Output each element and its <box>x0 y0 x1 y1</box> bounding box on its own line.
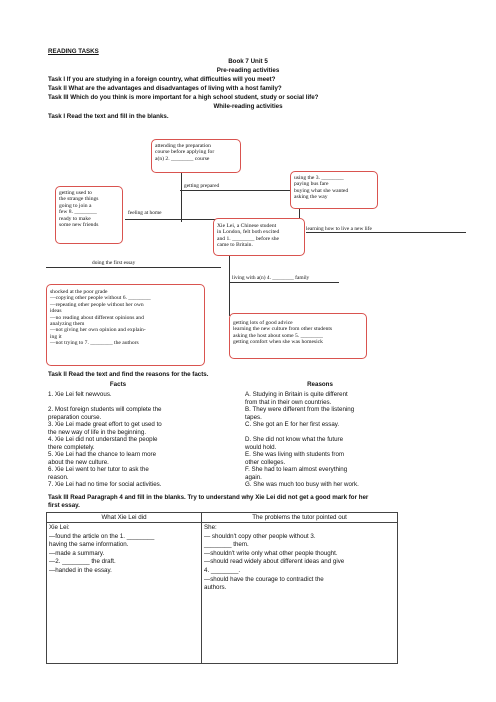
box-first-essay <box>46 284 205 366</box>
line-bottom-vertical <box>229 256 230 316</box>
cell-line: — shouldn't copy other people without 3. <box>204 532 316 540</box>
box-line: buying what she wanted <box>294 187 349 194</box>
box-line: ready to make <box>59 215 91 222</box>
line-top-right <box>180 190 300 191</box>
reason-item <box>245 421 359 436</box>
pre-task-3: Task III Which do you think is more important for a high school student, study or social life? <box>48 94 319 101</box>
col2-header: The problems the tutor pointed out <box>202 513 398 523</box>
fact-line: 4. Xie Lei did not understand the people <box>48 436 158 443</box>
task3-table <box>46 512 398 664</box>
book-title: Book 7 Unit 5 <box>228 58 268 65</box>
fact-line: the new way of life in the beginning. <box>48 428 147 436</box>
box-line: analyzing them <box>50 321 85 328</box>
col2-cell <box>202 523 398 664</box>
reason-item <box>245 406 359 421</box>
box-line: going to join a <box>59 202 92 209</box>
box-line: a(n) 2. ________ course <box>155 155 210 162</box>
pre-task-1: Task I If you are studying in a foreign country, what difficulties will you meet? <box>48 76 276 83</box>
box-line: —no reading about different opinions and <box>50 314 144 321</box>
col1-cell <box>47 523 202 664</box>
reason-item <box>245 436 359 451</box>
fact-line: 1. Xie Lei felt newvous. <box>48 391 112 398</box>
fact-item <box>48 481 162 490</box>
reason-line: again. <box>245 473 262 481</box>
label-feeling-at-home: feeling at home <box>128 210 162 216</box>
box-line: —not trying to 7. ________ the authors <box>50 340 139 347</box>
while-reading-title: While-reading activities <box>213 103 283 110</box>
task1-title: Task I Read the text and fill in the blanks. <box>48 113 169 120</box>
line-bottom-right <box>229 282 339 283</box>
box-line: —copying other people without 6. ________ <box>50 295 151 302</box>
cell-line: —should have the courage to contradict the <box>204 575 324 583</box>
box-preparation-course <box>151 139 241 173</box>
box-line: ideas <box>50 308 62 315</box>
reason-line: C. She got an E for her first essay. <box>245 421 340 428</box>
fact-item <box>48 466 162 481</box>
reason-line: tapes. <box>245 413 262 421</box>
page-heading: READING TASKS <box>48 48 99 55</box>
fact-line: 3. Xie Lei made great effort to get used to <box>48 421 162 428</box>
reason-line: A. Studying in Britain is quite different <box>245 391 348 398</box>
box-line: and 1. ________ before she <box>217 235 279 242</box>
facts-list <box>48 391 162 490</box>
line-bottom-left <box>46 267 221 268</box>
cell-line: —handed in the essay. <box>49 566 112 574</box>
fact-item <box>48 436 162 451</box>
cell-line: —shouldn't write only what other people thought. <box>204 549 338 557</box>
fact-line: 5. Xie Lei had the chance to learn more <box>48 451 157 458</box>
fact-line: 7. Xie Lei had no time for social activities. <box>48 481 162 488</box>
pre-reading-title: Pre-reading activities <box>216 67 280 74</box>
line-left <box>125 219 220 220</box>
fact-line: 6. Xie Lei went to her tutor to ask the <box>48 466 149 473</box>
table-row <box>47 523 398 664</box>
label-doing-first-essay: doing the first essay <box>92 260 136 266</box>
box-line: few 8. ________ <box>59 209 97 216</box>
fact-line: about the new culture. <box>48 458 109 466</box>
reason-line: D. She did not know what the future <box>245 436 344 443</box>
box-line: using the 3. ________ <box>294 175 344 181</box>
table-header-row <box>47 513 398 523</box>
cell-line: Xie Lei: <box>49 524 70 531</box>
cell-line: She: <box>204 524 217 531</box>
col1-header: What Xie Lei did <box>47 513 202 523</box>
reason-line: would hold. <box>245 443 277 451</box>
cell-line: 4. ________. <box>204 566 241 574</box>
fact-item <box>48 421 162 436</box>
box-line: ing it <box>50 333 62 340</box>
task2-title: Task II Read the text and find the reasons for the facts. <box>48 371 209 378</box>
cell-line: —found the article on the 1. ________ <box>49 532 155 540</box>
box-line: attending the preparation <box>155 143 211 149</box>
box-daily-life <box>290 171 378 209</box>
fact-item <box>48 406 162 421</box>
box-line: —not giving her own opinion and explain- <box>50 327 146 334</box>
box-line: the strange things <box>59 196 99 203</box>
box-line: in London, felt both excited <box>217 229 280 236</box>
box-line: course before applying for <box>155 149 215 156</box>
line-top <box>181 173 182 222</box>
cell-line: —should read widely about different ideas and give <box>204 558 345 566</box>
box-line: getting comfort when she was homesick <box>233 339 323 346</box>
cell-line: —made a summary. <box>49 549 105 557</box>
reasons-list <box>245 391 359 490</box>
fact-item <box>48 451 162 466</box>
pre-task-2: Task II What are the advantages and disadvantages of living with a host family? <box>48 85 282 92</box>
reason-line: E. She was living with students from <box>245 451 345 458</box>
fact-item <box>48 391 162 406</box>
reason-item <box>245 466 359 481</box>
cell-line: having the same information. <box>49 541 129 549</box>
reason-item <box>245 451 359 466</box>
box-line: —repeating other people without her own <box>50 301 144 308</box>
fact-line: 2. Most foreign students will complete the <box>48 406 162 413</box>
reason-line: from that in their own countries. <box>245 398 332 406</box>
box-line: came to Britain. <box>217 242 253 249</box>
task3-title-line: first essay. <box>48 501 80 509</box>
box-line: asking the host about some 5. ________ <box>233 332 323 339</box>
reason-line: B. They were different from the listening <box>245 406 355 413</box>
line-right <box>306 232 466 233</box>
fact-line: there completely. <box>48 443 95 451</box>
task3-title <box>48 494 368 509</box>
reason-line: G. She was much too busy with her work. <box>245 481 359 488</box>
box-line: learning the new culture from other students <box>233 326 333 333</box>
reason-line: F. She had to learn almost everything <box>245 466 348 473</box>
box-xie-lei-center <box>213 218 305 256</box>
reason-item <box>245 391 359 406</box>
cell-line: —2. ________ the draft. <box>49 558 116 566</box>
label-living-with: living with a(n) 4. ________ family <box>232 275 310 281</box>
box-line: getting used to <box>59 190 92 196</box>
box-line: getting lots of good advice <box>233 320 293 326</box>
cell-line: authors. <box>204 584 227 592</box>
reasons-header: Reasons <box>307 381 333 388</box>
box-line: asking the way <box>294 194 328 201</box>
box-line: Xie Lei, a Chinese student <box>217 223 277 229</box>
facts-header: Facts <box>109 381 127 388</box>
label-learning-new-life: learning how to live a new life <box>306 226 372 232</box>
reason-line: other colleges. <box>245 458 286 466</box>
box-getting-used <box>55 186 123 244</box>
cell-line: ________ them. <box>204 541 249 549</box>
label-getting-prepared: getting prepared <box>184 183 220 189</box>
task3-title-line: Task III Read Paragraph 4 and fill in the blanks. Try to understand why Xie Lei did not get a good mark for her <box>48 494 369 501</box>
fact-line: preparation course. <box>48 413 102 421</box>
box-line: shocked at the poor grade <box>50 289 108 295</box>
box-line: some new friends <box>59 222 99 229</box>
box-line: paying bus fare <box>294 181 329 188</box>
reason-item <box>245 481 359 490</box>
fact-line: reason. <box>48 473 69 481</box>
box-host-family <box>229 313 367 359</box>
